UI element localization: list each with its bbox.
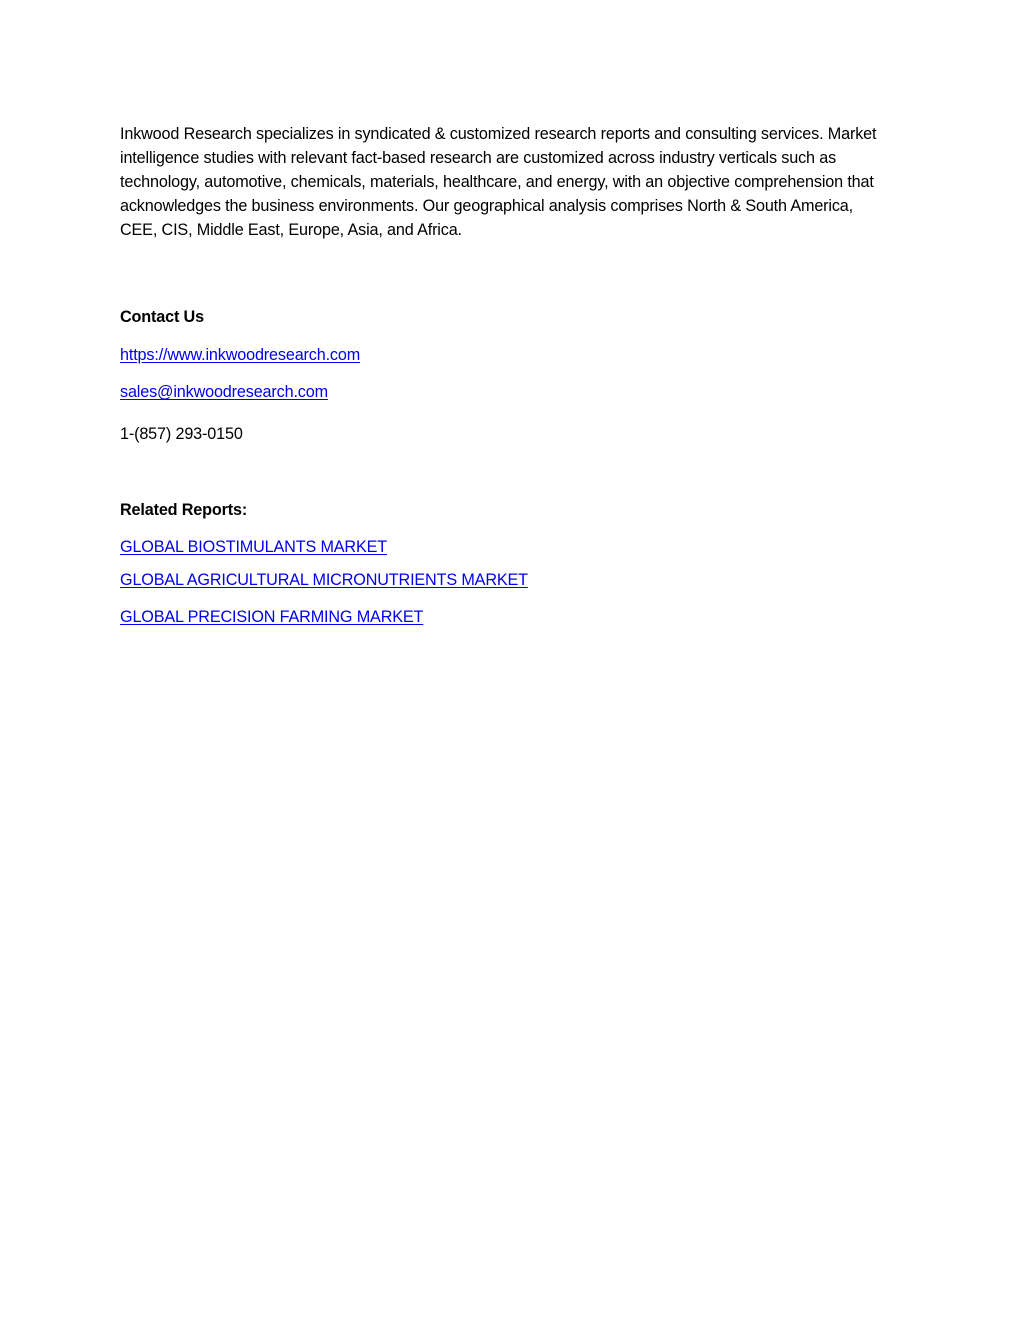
intro-paragraph: Inkwood Research specializes in syndicated & customized research reports and consulting services. Market intelligence studies with relevant fact-based research are customized across industry verticals such as technology, automotive, chemicals, materials, healthcare, and energy, with an objective comprehension that acknowledges the business environments. Our geographical analysis comprises North & South America, CEE, CIS, Middle East, Europe, Asia, and Africa. (120, 125, 877, 239)
related-report-link-agricultural-micronutrients[interactable]: GLOBAL AGRICULTURAL MICRONUTRIENTS MARKET (120, 571, 528, 589)
related-report-link-precision-farming[interactable]: GLOBAL PRECISION FARMING MARKET (120, 608, 424, 626)
related-report-link-biostimulants[interactable]: GLOBAL BIOSTIMULANTS MARKET (120, 538, 387, 556)
email-link[interactable]: sales@inkwoodresearch.com (120, 383, 328, 401)
contact-heading: Contact Us (120, 308, 204, 326)
phone-number: 1-(857) 293-0150 (120, 425, 243, 443)
website-link[interactable]: https://www.inkwoodresearch.com (120, 346, 361, 364)
related-reports-heading: Related Reports: (120, 501, 248, 519)
